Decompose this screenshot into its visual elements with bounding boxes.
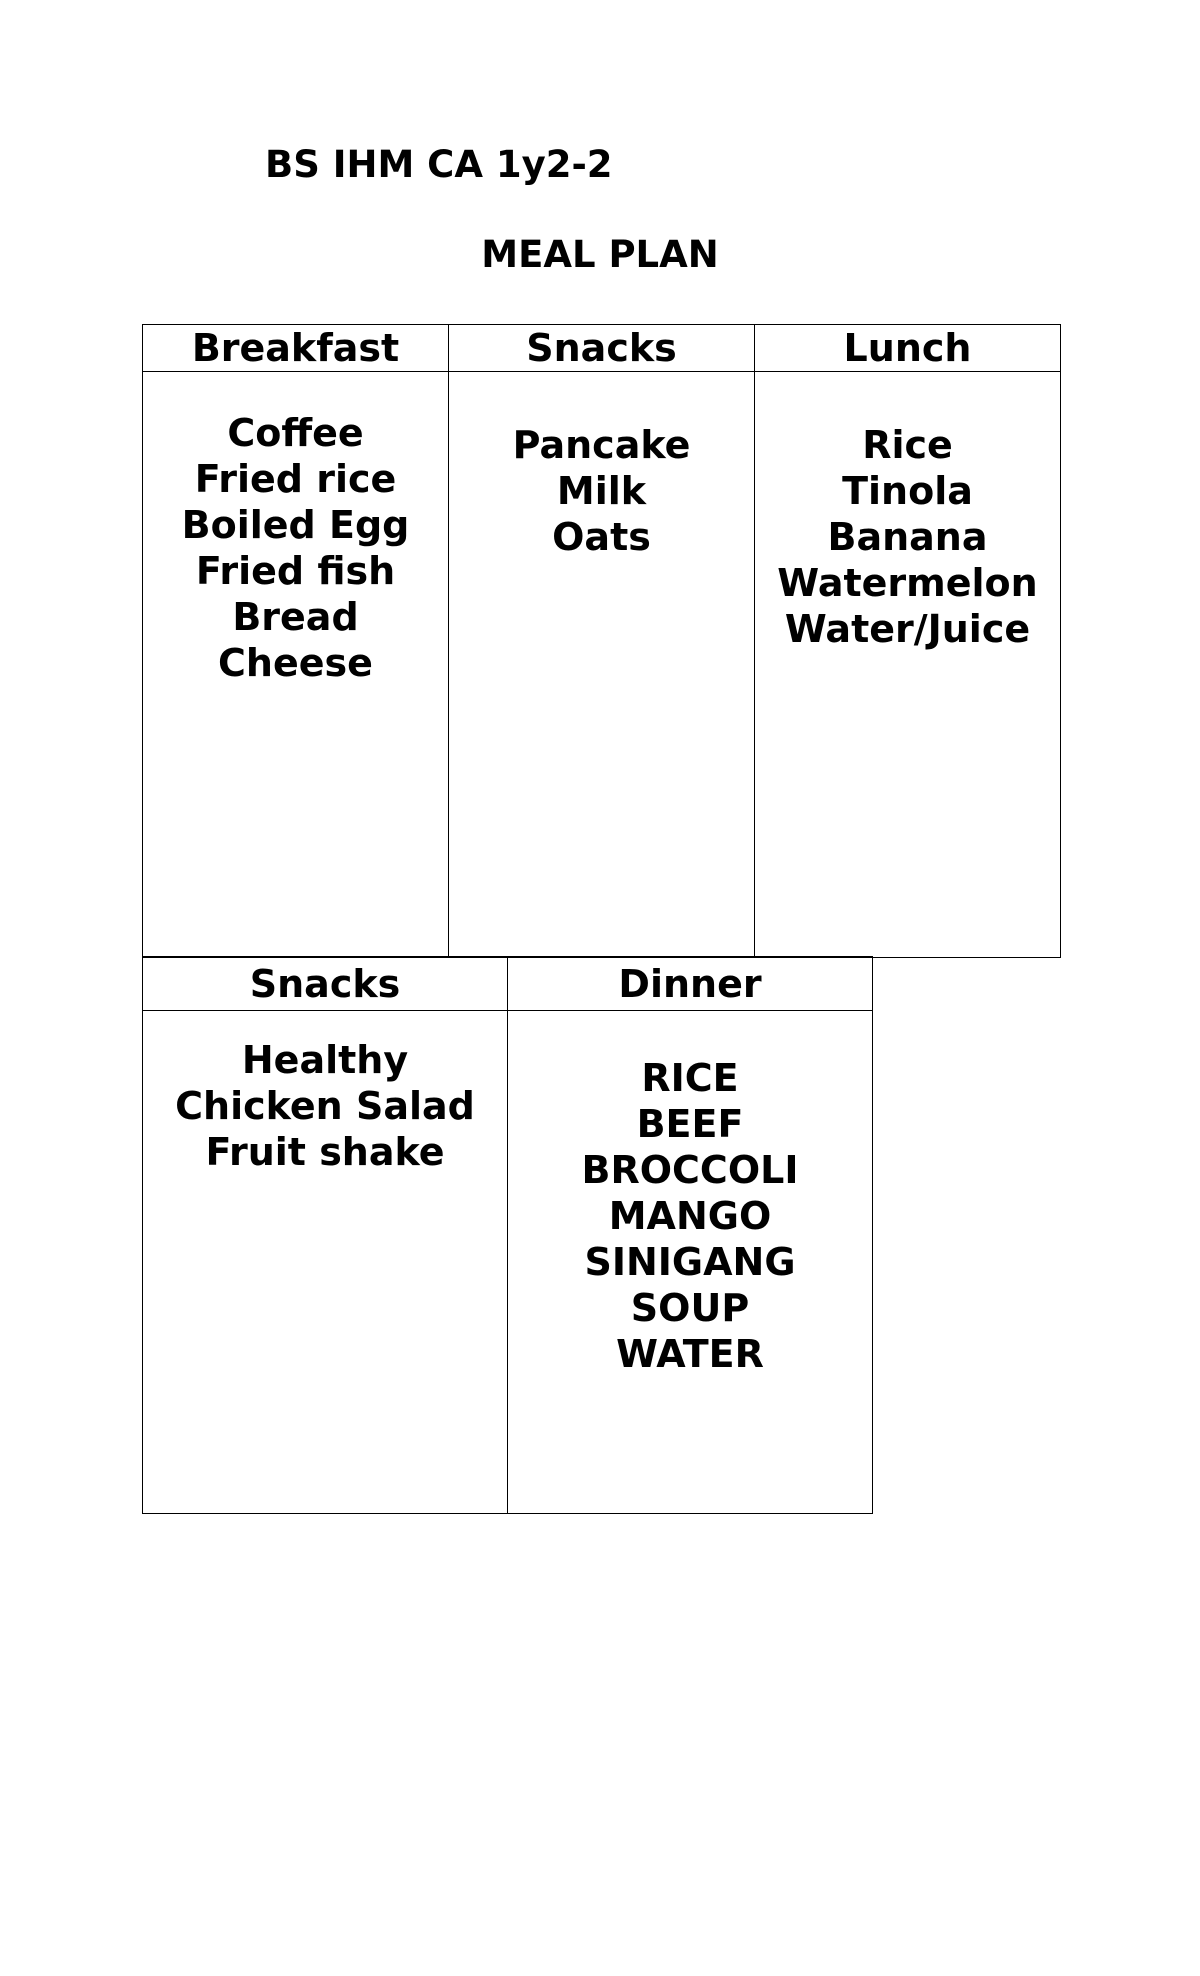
lunch-item: Watermelon <box>777 561 1038 605</box>
afternoon-snack-item: Chicken Salad <box>175 1084 475 1128</box>
items-row <box>143 1011 873 1514</box>
meal-table-upper <box>142 324 1061 958</box>
breakfast-cell <box>143 372 449 958</box>
lunch-item: Banana <box>827 515 988 559</box>
dinner-item: SOUP <box>630 1286 750 1330</box>
dinner-item: BROCCOLI <box>581 1148 799 1192</box>
breakfast-item: Boiled Egg <box>181 503 410 547</box>
breakfast-item: Coffee <box>227 411 364 455</box>
class-heading: BS IHM CA 1y2-2 <box>265 143 613 186</box>
lunch-item: Water/Juice <box>784 607 1031 651</box>
dinner-item: WATER <box>616 1332 764 1376</box>
meal-table-lower <box>142 956 873 1514</box>
items-row <box>143 372 1061 958</box>
breakfast-item: Bread <box>232 595 359 639</box>
breakfast-item: Fried rice <box>194 457 397 501</box>
morning-snacks-cell <box>449 372 755 958</box>
afternoon-snacks-header: Snacks <box>143 957 508 1011</box>
morning-snack-item: Pancake <box>512 423 691 467</box>
dinner-header: Dinner <box>508 957 873 1011</box>
dinner-item: SINIGANG <box>584 1240 796 1284</box>
header-row <box>143 957 873 1011</box>
dinner-item: RICE <box>641 1056 739 1100</box>
lunch-item: Rice <box>862 423 953 467</box>
header-row <box>143 325 1061 372</box>
breakfast-item: Fried fish <box>195 549 396 593</box>
morning-snack-item: Oats <box>552 515 651 559</box>
dinner-item: MANGO <box>608 1194 772 1238</box>
afternoon-snack-item: Healthy <box>241 1038 409 1082</box>
meal-plan-title: MEAL PLAN <box>481 233 719 276</box>
afternoon-snacks-cell <box>143 1011 508 1514</box>
breakfast-header: Breakfast <box>143 325 449 372</box>
morning-snack-item: Milk <box>556 469 647 513</box>
dinner-cell <box>508 1011 873 1514</box>
lunch-cell <box>755 372 1061 958</box>
lunch-header: Lunch <box>755 325 1061 372</box>
lunch-item: Tinola <box>842 469 973 513</box>
dinner-item: BEEF <box>636 1102 744 1146</box>
afternoon-snack-item: Fruit shake <box>205 1130 445 1174</box>
morning-snacks-header: Snacks <box>449 325 755 372</box>
breakfast-item: Cheese <box>218 641 373 685</box>
